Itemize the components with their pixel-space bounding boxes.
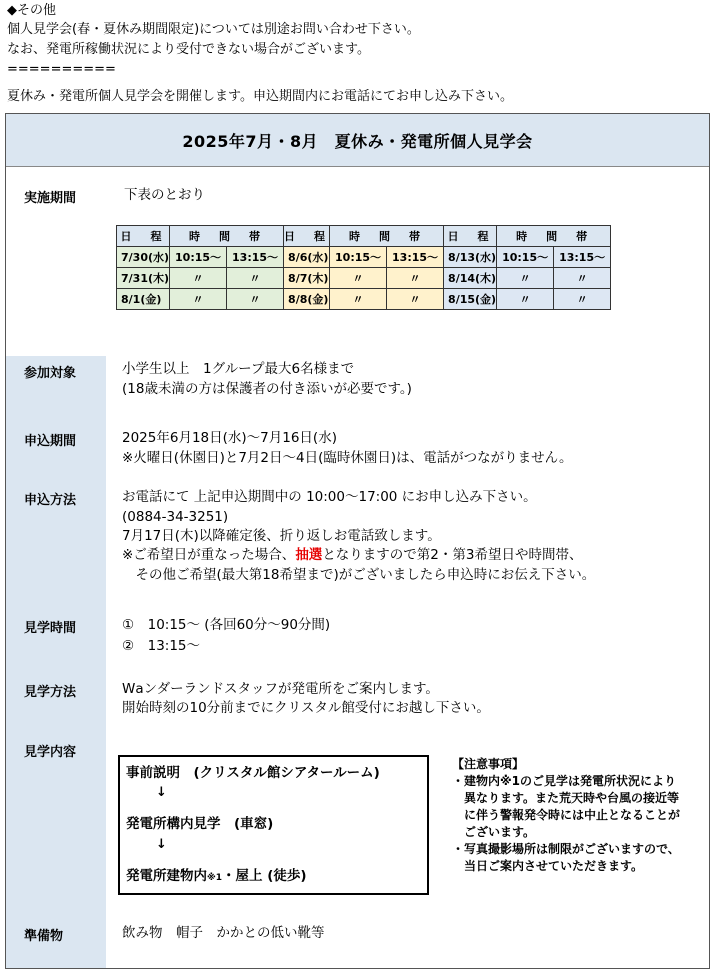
note-line: ございます。 [452,825,536,839]
schedule-time: 〃 [227,289,284,310]
schedule-header-date: 日 程 [117,226,170,247]
section-label-contents: 見学内容 [24,745,77,760]
schedule-header-time: 時 間 帯 [170,226,284,247]
schedule-date: 8/6(水) [284,247,330,268]
method-line-4-pre: ※ご希望日が重なった場合、 [122,547,296,563]
period-text: 下表のとおり [124,187,205,203]
footnote-mark: ※1 [207,873,223,883]
schedule-time: 〃 [387,268,444,289]
tour-time-line-2: ② 13:15～ [122,638,201,654]
section-tour-method [6,675,709,735]
intro-line-2: なお、発電所稼働状況により受付できない場合がございます。 [7,42,370,57]
schedule-time: 〃 [170,268,227,289]
schedule-header-date: 日 程 [284,226,330,247]
application-period-line-2: ※火曜日(休園日)と7月2日～4日(臨時休園日)は、電話がつながりません。 [122,450,573,466]
schedule-date: 8/14(木) [444,268,497,289]
schedule-date: 8/8(金) [284,289,330,310]
table-row [117,268,611,289]
method-line-4 [122,547,583,564]
tour-method-line-1: Wаンダーランドスタッフが発電所をご案内します。 [122,681,439,697]
schedule-date: 8/7(木) [284,268,330,289]
note-line: ・写真撮影場所は制限がございますので、 [452,842,680,856]
note-line: に伴う警報発令時には中止となることが [452,808,681,822]
section-items [6,917,709,969]
process-step-3: 発電所建物内※1・屋上 (徒歩) [126,868,307,884]
schedule-time: 〃 [330,268,387,289]
schedule-date: 8/15(金) [444,289,497,310]
schedule-time: 10:15～ [330,247,387,268]
schedule-date: 7/31(木) [117,268,170,289]
schedule-time: 〃 [330,289,387,310]
section-label-target: 参加対象 [24,366,77,381]
schedule-time: 〃 [497,268,554,289]
schedule-time: 13:15～ [227,247,284,268]
schedule-time: 〃 [387,289,444,310]
section-label-application-period: 申込期間 [24,434,77,449]
method-line-5: その他ご希望(最大第18希望まで)がございましたら申込時にお伝え下さい。 [122,567,596,583]
note-line: 当日ご案内させていただきます。 [452,859,644,873]
schedule-time: 〃 [554,289,611,310]
application-period-line-1: 2025年6月18日(水)～7月16日(水) [122,430,337,446]
target-line-2: (18歳未満の方は保護者の付き添いが必要です。) [122,381,412,397]
method-line-3: 7月17日(木)以降確定後、折り返しお電話致します。 [122,528,441,544]
caution-notes [452,756,680,875]
schedule-table [116,225,611,310]
section-application-period [6,424,709,483]
table-row [117,247,611,268]
method-phone: (0884-34-3251) [122,509,229,525]
down-arrow-icon: ↓ [156,785,167,800]
intro-heading: ◆その他 [7,3,56,18]
schedule-time: 10:15～ [170,247,227,268]
section-target [6,356,709,424]
schedule-time: 〃 [554,268,611,289]
note-line: 異なります。また荒天時や台風の接近等 [452,791,680,805]
section-contents [6,735,709,917]
page-title: 2025年7月・8月 夏休み・発電所個人見学会 [6,114,709,167]
schedule-date: 8/13(水) [444,247,497,268]
section-label-period: 実施期間 [24,191,77,206]
section-label-tour-method: 見学方法 [24,685,77,700]
items-text: 飲み物 帽子 かかとの低い靴等 [122,925,325,941]
down-arrow-icon: ↓ [156,837,167,852]
schedule-header-date: 日 程 [444,226,497,247]
process-step-1: 事前説明 (クリスタル館シアタールーム) [126,765,380,781]
schedule-time: 10:15～ [497,247,554,268]
notes-title: 【注意事項】 [452,757,525,771]
tour-time-line-1: ① 10:15～ (各回60分～90分間) [122,617,331,633]
lottery-highlight: 抽選 [295,547,323,563]
section-label-method: 申込方法 [24,493,77,508]
schedule-header-time: 時 間 帯 [497,226,611,247]
schedule-time: 〃 [497,289,554,310]
schedule-time: 13:15～ [387,247,444,268]
method-line-1: お電話にて 上記申込期間中の 10:00～17:00 にお申し込み下さい。 [122,489,537,505]
intro-line-3: 夏休み・発電所個人見学会を開催します。申込期間内にお電話にてお申し込み下さい。 [7,89,513,104]
schedule-time: 〃 [170,289,227,310]
method-line-4-post: となりますので第2・第3希望日や時間帯、 [322,547,583,563]
intro-divider: ========== [7,62,116,77]
table-row [117,289,611,310]
section-label-items: 準備物 [24,929,64,944]
process-step-2: 発電所構内見学 (車窓) [126,816,274,832]
section-method [6,483,709,611]
schedule-date: 7/30(水) [117,247,170,268]
schedule-time: 13:15～ [554,247,611,268]
schedule-header-row [117,226,611,247]
intro-line-1: 個人見学会(春・夏休み期間限定)については別途お問い合わせ下さい。 [7,22,420,37]
tour-info-frame [5,113,710,969]
schedule-time: 〃 [227,268,284,289]
tour-process-box [118,755,429,895]
section-label-tour-time: 見学時間 [24,621,77,636]
section-tour-time [6,611,709,675]
target-line-1: 小学生以上 1グループ最大6名様まで [122,361,355,377]
schedule-header-time: 時 間 帯 [330,226,444,247]
note-line: ・建物内※1のご見学は発電所状況により [452,774,677,788]
tour-method-line-2: 開始時刻の10分前までにクリスタル館受付にお越し下さい。 [122,700,490,716]
schedule-date: 8/1(金) [117,289,170,310]
